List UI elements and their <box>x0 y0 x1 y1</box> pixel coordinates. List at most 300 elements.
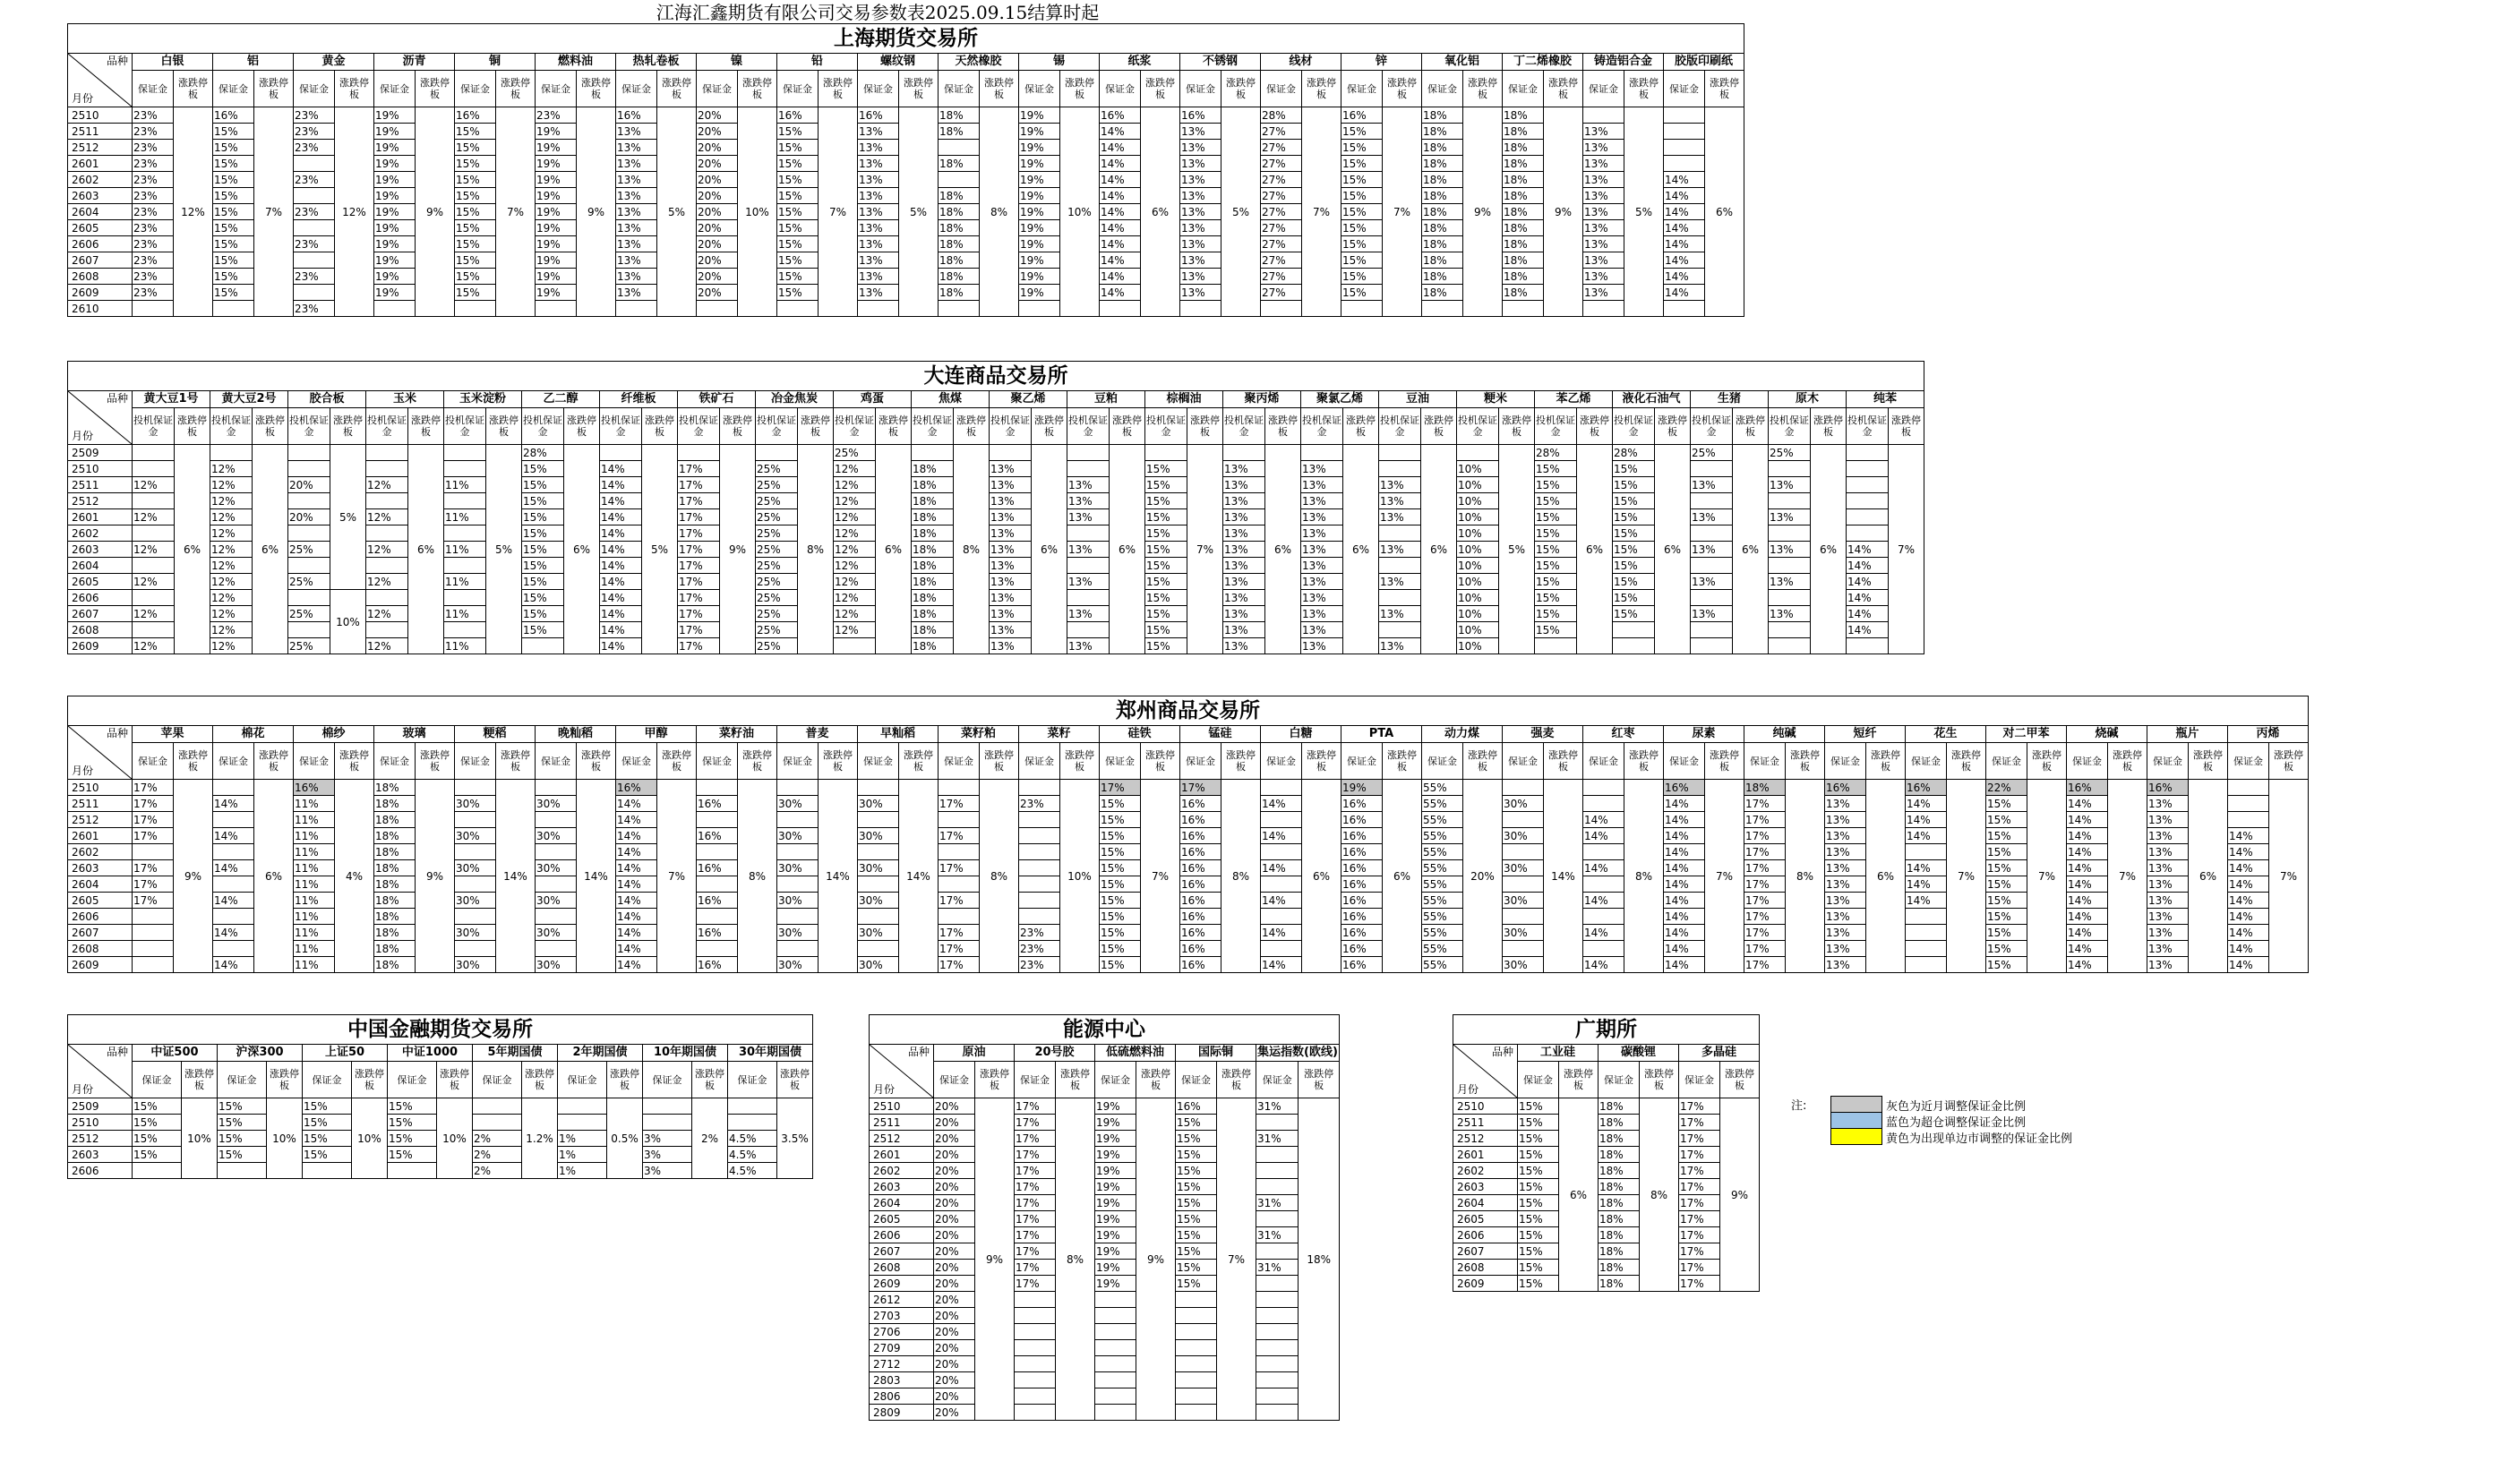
margin-cell: 17% <box>1744 909 1786 925</box>
month-cell: 2609 <box>68 638 133 654</box>
margin-cell <box>1847 445 1889 461</box>
product-name: 铜 <box>455 54 536 71</box>
limit-header: 涨跌停板 <box>335 743 374 780</box>
margin-cell <box>366 445 408 461</box>
table-row <box>1453 1163 1760 1179</box>
limit-cell: 5% <box>1624 107 1664 317</box>
limit-header: 涨跌停板 <box>2269 743 2309 780</box>
margin-cell: 18% <box>1422 285 1463 301</box>
margin-cell: 16% <box>697 957 738 973</box>
margin-cell: 30% <box>1503 957 1544 973</box>
margin-cell: 23% <box>1019 957 1060 973</box>
margin-cell: 13% <box>1223 461 1265 477</box>
margin-cell: 15% <box>522 622 564 638</box>
margin-cell <box>939 909 980 925</box>
margin-cell: 13% <box>1067 493 1110 509</box>
margin-cell: 12% <box>834 477 876 493</box>
month-cell: 2510 <box>870 1098 934 1115</box>
margin-cell: 27% <box>1261 140 1302 156</box>
table-row <box>1453 1147 1760 1163</box>
margin-cell: 13% <box>1223 509 1265 525</box>
table-row <box>870 1115 1340 1131</box>
margin-cell: 14% <box>2067 828 2108 844</box>
margin-cell: 18% <box>374 893 416 909</box>
margin-cell <box>697 301 738 317</box>
margin-cell <box>1067 558 1110 574</box>
corner-product-label: 品种 <box>907 1046 930 1058</box>
margin-cell: 15% <box>213 124 254 140</box>
margin-cell: 15% <box>455 252 496 269</box>
margin-cell: 17% <box>1015 1098 1056 1115</box>
margin-cell: 15% <box>303 1147 352 1163</box>
margin-cell <box>455 909 496 925</box>
margin-cell: 13% <box>1223 558 1265 574</box>
margin-cell: 14% <box>2228 860 2269 876</box>
margin-cell: 23% <box>294 107 335 124</box>
margin-cell: 13% <box>990 638 1032 654</box>
margin-cell: 11% <box>444 574 486 590</box>
limit-cell: 7% <box>819 107 858 317</box>
margin-cell: 27% <box>1261 285 1302 301</box>
margin-cell: 30% <box>536 828 577 844</box>
limit-cell: 9% <box>1463 107 1503 317</box>
margin-cell: 10% <box>1457 574 1499 590</box>
margin-cell <box>990 445 1032 461</box>
product-name: 聚氯乙烯 <box>1301 391 1379 408</box>
margin-cell <box>303 1163 352 1179</box>
margin-cell: 15% <box>1145 542 1187 558</box>
margin-cell <box>1176 1356 1217 1372</box>
margin-cell: 14% <box>2067 876 2108 893</box>
margin-cell: 14% <box>616 941 657 957</box>
limit-header: 涨跌停板 <box>720 408 756 445</box>
month-cell: 2510 <box>68 461 133 477</box>
margin-cell: 13% <box>990 606 1032 622</box>
margin-cell: 25% <box>834 445 876 461</box>
margin-cell <box>1019 780 1060 796</box>
margin-cell: 13% <box>1825 909 1866 925</box>
margin-cell <box>1261 301 1302 317</box>
margin-cell: 30% <box>777 860 819 876</box>
table-row <box>1453 1179 1760 1195</box>
margin-cell: 14% <box>2228 909 2269 925</box>
limit-cell: 7% <box>657 780 697 973</box>
limit-cell: 9% <box>720 445 756 654</box>
margin-cell <box>536 876 577 893</box>
margin-cell: 18% <box>1503 269 1544 285</box>
limit-cell: 8% <box>738 780 777 973</box>
margin-cell <box>444 461 486 477</box>
product-name: 棉纱 <box>294 726 374 743</box>
margin-cell: 14% <box>1583 925 1624 941</box>
month-cell: 2612 <box>870 1292 934 1308</box>
limit-header: 涨跌停板 <box>657 71 697 107</box>
margin-cell: 13% <box>1067 606 1110 622</box>
margin-cell: 18% <box>912 542 954 558</box>
margin-cell: 13% <box>616 156 657 172</box>
margin-cell: 13% <box>1691 477 1733 493</box>
margin-header: 保证金 <box>374 71 416 107</box>
margin-header: 保证金 <box>1664 71 1705 107</box>
margin-cell: 14% <box>1583 812 1624 828</box>
month-cell: 2607 <box>68 252 133 269</box>
margin-cell <box>133 525 175 542</box>
margin-header: 投机保证金 <box>1457 408 1499 445</box>
margin-cell: 13% <box>858 285 899 301</box>
margin-cell: 13% <box>2147 844 2189 860</box>
margin-cell: 14% <box>1664 925 1705 941</box>
month-cell: 2604 <box>68 558 133 574</box>
margin-cell: 15% <box>133 1115 182 1131</box>
margin-cell: 15% <box>1986 876 2027 893</box>
limit-cell: 6% <box>1110 445 1145 654</box>
margin-cell <box>1906 941 1947 957</box>
margin-cell: 13% <box>1825 796 1866 812</box>
margin-cell: 12% <box>133 606 175 622</box>
margin-cell: 19% <box>536 269 577 285</box>
margin-cell: 18% <box>374 860 416 876</box>
limit-cell: 6% <box>1866 780 1906 973</box>
margin-cell <box>1176 1324 1217 1340</box>
margin-cell: 27% <box>1261 204 1302 220</box>
margin-cell: 15% <box>213 285 254 301</box>
margin-cell: 14% <box>1100 236 1141 252</box>
page-title: 江海汇鑫期货有限公司交易参数表2025.09.15结算时起 <box>656 2 1100 23</box>
margin-cell <box>558 1098 607 1115</box>
product-name: 纯苯 <box>1847 391 1924 408</box>
limit-header: 涨跌停板 <box>642 408 678 445</box>
margin-cell: 19% <box>536 156 577 172</box>
limit-header: 涨跌停板 <box>437 1062 473 1098</box>
margin-cell <box>777 780 819 796</box>
margin-cell: 20% <box>934 1260 975 1276</box>
margin-cell: 19% <box>1019 107 1060 124</box>
margin-cell: 19% <box>536 220 577 236</box>
margin-cell <box>1613 622 1655 638</box>
limit-header: 涨跌停板 <box>330 408 366 445</box>
margin-cell: 14% <box>2228 876 2269 893</box>
month-cell: 2511 <box>68 124 133 140</box>
margin-cell: 17% <box>1015 1276 1056 1292</box>
limit-cell: 8% <box>954 445 990 654</box>
margin-cell: 18% <box>1422 204 1463 220</box>
margin-cell: 18% <box>939 252 980 269</box>
margin-cell: 11% <box>294 893 335 909</box>
product-name: 生猪 <box>1691 391 1769 408</box>
margin-cell <box>1256 1308 1299 1324</box>
margin-cell: 13% <box>2147 941 2189 957</box>
product-name: 铸造铝合金 <box>1583 54 1664 71</box>
margin-header: 投机保证金 <box>1769 408 1811 445</box>
margin-cell: 16% <box>1341 941 1383 957</box>
margin-cell <box>939 812 980 828</box>
margin-cell: 15% <box>1145 525 1187 542</box>
margin-cell: 15% <box>1145 622 1187 638</box>
margin-header: 投机保证金 <box>1691 408 1733 445</box>
table-row <box>870 1098 1340 1115</box>
margin-cell <box>218 1163 267 1179</box>
margin-cell: 17% <box>1015 1195 1056 1211</box>
margin-cell: 14% <box>2067 941 2108 957</box>
limit-cell: 3.5% <box>777 1098 813 1179</box>
limit-cell: 6% <box>175 445 210 654</box>
margin-cell <box>1015 1292 1056 1308</box>
month-cell: 2601 <box>68 156 133 172</box>
margin-cell: 20% <box>934 1308 975 1324</box>
month-cell: 2512 <box>68 812 133 828</box>
month-cell: 2606 <box>68 1163 133 1179</box>
limit-header: 涨跌停板 <box>2108 743 2147 780</box>
margin-cell: 17% <box>678 606 720 622</box>
exchange-table <box>67 23 1744 317</box>
margin-cell: 15% <box>455 172 496 188</box>
table-row <box>1453 1211 1760 1227</box>
limit-header: 涨跌停板 <box>416 71 455 107</box>
margin-cell: 19% <box>374 252 416 269</box>
margin-cell: 13% <box>1769 509 1811 525</box>
limit-cell: 10% <box>738 107 777 317</box>
product-name: 多晶硅 <box>1679 1045 1760 1062</box>
margin-cell <box>1379 445 1421 461</box>
margin-cell: 13% <box>1583 188 1624 204</box>
margin-header: 保证金 <box>858 71 899 107</box>
margin-cell: 20% <box>697 188 738 204</box>
margin-cell: 13% <box>1301 461 1343 477</box>
margin-cell: 4.5% <box>728 1147 777 1163</box>
margin-cell <box>643 1098 692 1115</box>
limit-cell: 6% <box>1141 107 1180 317</box>
margin-cell: 15% <box>1986 925 2027 941</box>
margin-cell: 27% <box>1261 252 1302 269</box>
margin-cell <box>1847 525 1889 542</box>
margin-cell <box>1906 957 1947 973</box>
month-cell: 2510 <box>68 1115 133 1131</box>
limit-cell: 6% <box>1559 1098 1599 1292</box>
margin-cell: 13% <box>1180 172 1221 188</box>
margin-cell: 15% <box>133 1147 182 1163</box>
margin-header: 保证金 <box>1518 1062 1559 1098</box>
month-cell: 2608 <box>68 941 133 957</box>
margin-cell: 30% <box>1503 796 1544 812</box>
margin-header: 保证金 <box>1503 71 1544 107</box>
product-name: 丙烯 <box>2228 726 2309 743</box>
table-row <box>870 1388 1340 1405</box>
limit-cell: 5% <box>1221 107 1261 317</box>
product-name: 动力煤 <box>1422 726 1503 743</box>
product-name: 菜籽油 <box>697 726 777 743</box>
margin-cell: 20% <box>934 1324 975 1340</box>
margin-cell: 20% <box>697 220 738 236</box>
limit-cell: 7% <box>2269 780 2309 973</box>
margin-header: 保证金 <box>1679 1062 1720 1098</box>
margin-cell <box>1019 909 1060 925</box>
limit-header: 涨跌停板 <box>174 743 213 780</box>
margin-cell: 12% <box>366 509 408 525</box>
margin-cell: 17% <box>678 493 720 509</box>
margin-cell: 14% <box>1664 220 1705 236</box>
margin-cell <box>294 220 335 236</box>
margin-header: 投机保证金 <box>834 408 876 445</box>
margin-cell: 18% <box>374 828 416 844</box>
margin-cell: 17% <box>1744 796 1786 812</box>
margin-cell <box>697 844 738 860</box>
margin-cell: 20% <box>697 107 738 124</box>
margin-cell: 13% <box>1301 638 1343 654</box>
product-name: 黄金 <box>294 54 374 71</box>
margin-cell: 20% <box>697 172 738 188</box>
margin-cell: 12% <box>210 525 253 542</box>
margin-cell: 13% <box>1583 220 1624 236</box>
margin-cell <box>756 445 798 461</box>
margin-cell: 15% <box>1535 477 1577 493</box>
margin-cell <box>777 941 819 957</box>
margin-cell: 19% <box>1019 172 1060 188</box>
margin-cell: 19% <box>374 124 416 140</box>
product-name: 纯碱 <box>1744 726 1825 743</box>
margin-cell: 20% <box>934 1292 975 1308</box>
month-cell: 2606 <box>68 590 133 606</box>
margin-cell <box>1176 1340 1217 1356</box>
limit-cell: 8% <box>1221 780 1261 973</box>
margin-cell: 14% <box>1261 796 1302 812</box>
margin-cell: 17% <box>678 622 720 638</box>
margin-cell: 18% <box>1503 156 1544 172</box>
margin-cell: 27% <box>1261 156 1302 172</box>
margin-cell: 15% <box>1518 1179 1559 1195</box>
margin-cell <box>213 301 254 317</box>
margin-cell <box>1261 876 1302 893</box>
margin-cell: 13% <box>1379 493 1421 509</box>
margin-cell <box>1769 525 1811 542</box>
corner-product-label: 品种 <box>106 1046 128 1058</box>
margin-cell: 20% <box>934 1340 975 1356</box>
margin-cell: 30% <box>858 860 899 876</box>
margin-cell <box>1769 558 1811 574</box>
margin-cell: 19% <box>374 220 416 236</box>
limit-header: 涨跌停板 <box>1866 743 1906 780</box>
limit-cell: 7% <box>1889 445 1924 654</box>
margin-cell <box>213 780 254 796</box>
margin-cell: 19% <box>536 252 577 269</box>
corner-product-label: 品种 <box>1491 1046 1513 1058</box>
margin-cell: 18% <box>1422 124 1463 140</box>
limit-header: 涨跌停板 <box>1544 743 1583 780</box>
margin-cell: 13% <box>1223 542 1265 558</box>
margin-cell: 14% <box>2067 796 2108 812</box>
product-name: 玉米 <box>366 391 444 408</box>
margin-cell <box>1256 1324 1299 1340</box>
margin-cell: 14% <box>2067 812 2108 828</box>
margin-cell: 13% <box>990 558 1032 574</box>
margin-cell <box>1583 107 1624 124</box>
margin-cell: 30% <box>858 893 899 909</box>
margin-cell: 13% <box>1379 477 1421 493</box>
margin-cell: 15% <box>1535 590 1577 606</box>
limit-cell: 6% <box>1265 445 1301 654</box>
margin-cell: 14% <box>1664 236 1705 252</box>
margin-cell: 14% <box>1664 188 1705 204</box>
margin-cell: 13% <box>1691 542 1733 558</box>
margin-cell: 15% <box>213 188 254 204</box>
margin-cell <box>294 252 335 269</box>
margin-cell <box>1535 638 1577 654</box>
margin-cell <box>366 622 408 638</box>
margin-header: 保证金 <box>2147 743 2189 780</box>
margin-cell: 15% <box>455 156 496 172</box>
margin-cell: 14% <box>1583 893 1624 909</box>
margin-cell: 13% <box>2147 876 2189 893</box>
limit-cell: 7% <box>496 107 536 317</box>
margin-cell: 10% <box>1457 461 1499 477</box>
margin-cell: 14% <box>616 860 657 876</box>
limit-cell: 10% <box>1060 107 1100 317</box>
margin-cell: 14% <box>1847 590 1889 606</box>
margin-cell: 14% <box>213 860 254 876</box>
limit-header: 涨跌停板 <box>1463 743 1503 780</box>
margin-cell <box>1019 860 1060 876</box>
margin-cell <box>455 780 496 796</box>
margin-cell: 27% <box>1261 124 1302 140</box>
margin-cell: 14% <box>1261 925 1302 941</box>
legend-text: 灰色为近月调整保证金比例 <box>1886 1100 2027 1114</box>
margin-cell: 16% <box>1180 909 1221 925</box>
margin-header: 保证金 <box>1180 71 1221 107</box>
margin-cell: 16% <box>1180 925 1221 941</box>
margin-cell: 19% <box>536 140 577 156</box>
margin-cell: 13% <box>1301 558 1343 574</box>
product-name: 2年期国债 <box>558 1045 643 1062</box>
product-name: 乙二醇 <box>522 391 600 408</box>
margin-cell: 13% <box>1180 140 1221 156</box>
margin-cell <box>1583 780 1624 796</box>
limit-cell: 6% <box>2189 780 2228 973</box>
limit-header: 涨跌停板 <box>1217 1062 1256 1098</box>
margin-cell: 13% <box>1825 893 1866 909</box>
margin-cell: 55% <box>1422 941 1463 957</box>
margin-cell: 15% <box>455 188 496 204</box>
margin-cell <box>294 285 335 301</box>
month-cell: 2605 <box>870 1211 934 1227</box>
margin-cell: 13% <box>1825 812 1866 828</box>
margin-cell: 18% <box>912 622 954 638</box>
margin-cell: 30% <box>455 957 496 973</box>
margin-cell: 14% <box>600 525 642 542</box>
limit-header: 涨跌停板 <box>577 71 616 107</box>
corner-month-label: 月份 <box>72 1083 94 1096</box>
margin-cell <box>133 461 175 477</box>
margin-cell <box>1664 107 1705 124</box>
margin-cell <box>210 445 253 461</box>
margin-header: 保证金 <box>1261 71 1302 107</box>
month-cell: 2512 <box>1453 1131 1518 1147</box>
margin-cell <box>366 590 408 606</box>
margin-cell: 13% <box>1180 204 1221 220</box>
limit-header: 涨跌停板 <box>798 408 834 445</box>
margin-cell: 20% <box>934 1388 975 1405</box>
margin-cell <box>1503 812 1544 828</box>
margin-cell: 23% <box>133 156 174 172</box>
margin-cell: 18% <box>1503 252 1544 269</box>
margin-cell <box>1906 844 1947 860</box>
margin-cell: 13% <box>1825 957 1866 973</box>
margin-cell: 13% <box>616 140 657 156</box>
product-name: 液化石油气 <box>1613 391 1691 408</box>
table-row <box>68 780 2309 796</box>
margin-cell: 16% <box>1180 107 1221 124</box>
margin-cell <box>213 876 254 893</box>
margin-cell <box>1583 876 1624 893</box>
margin-cell: 16% <box>1341 860 1383 876</box>
